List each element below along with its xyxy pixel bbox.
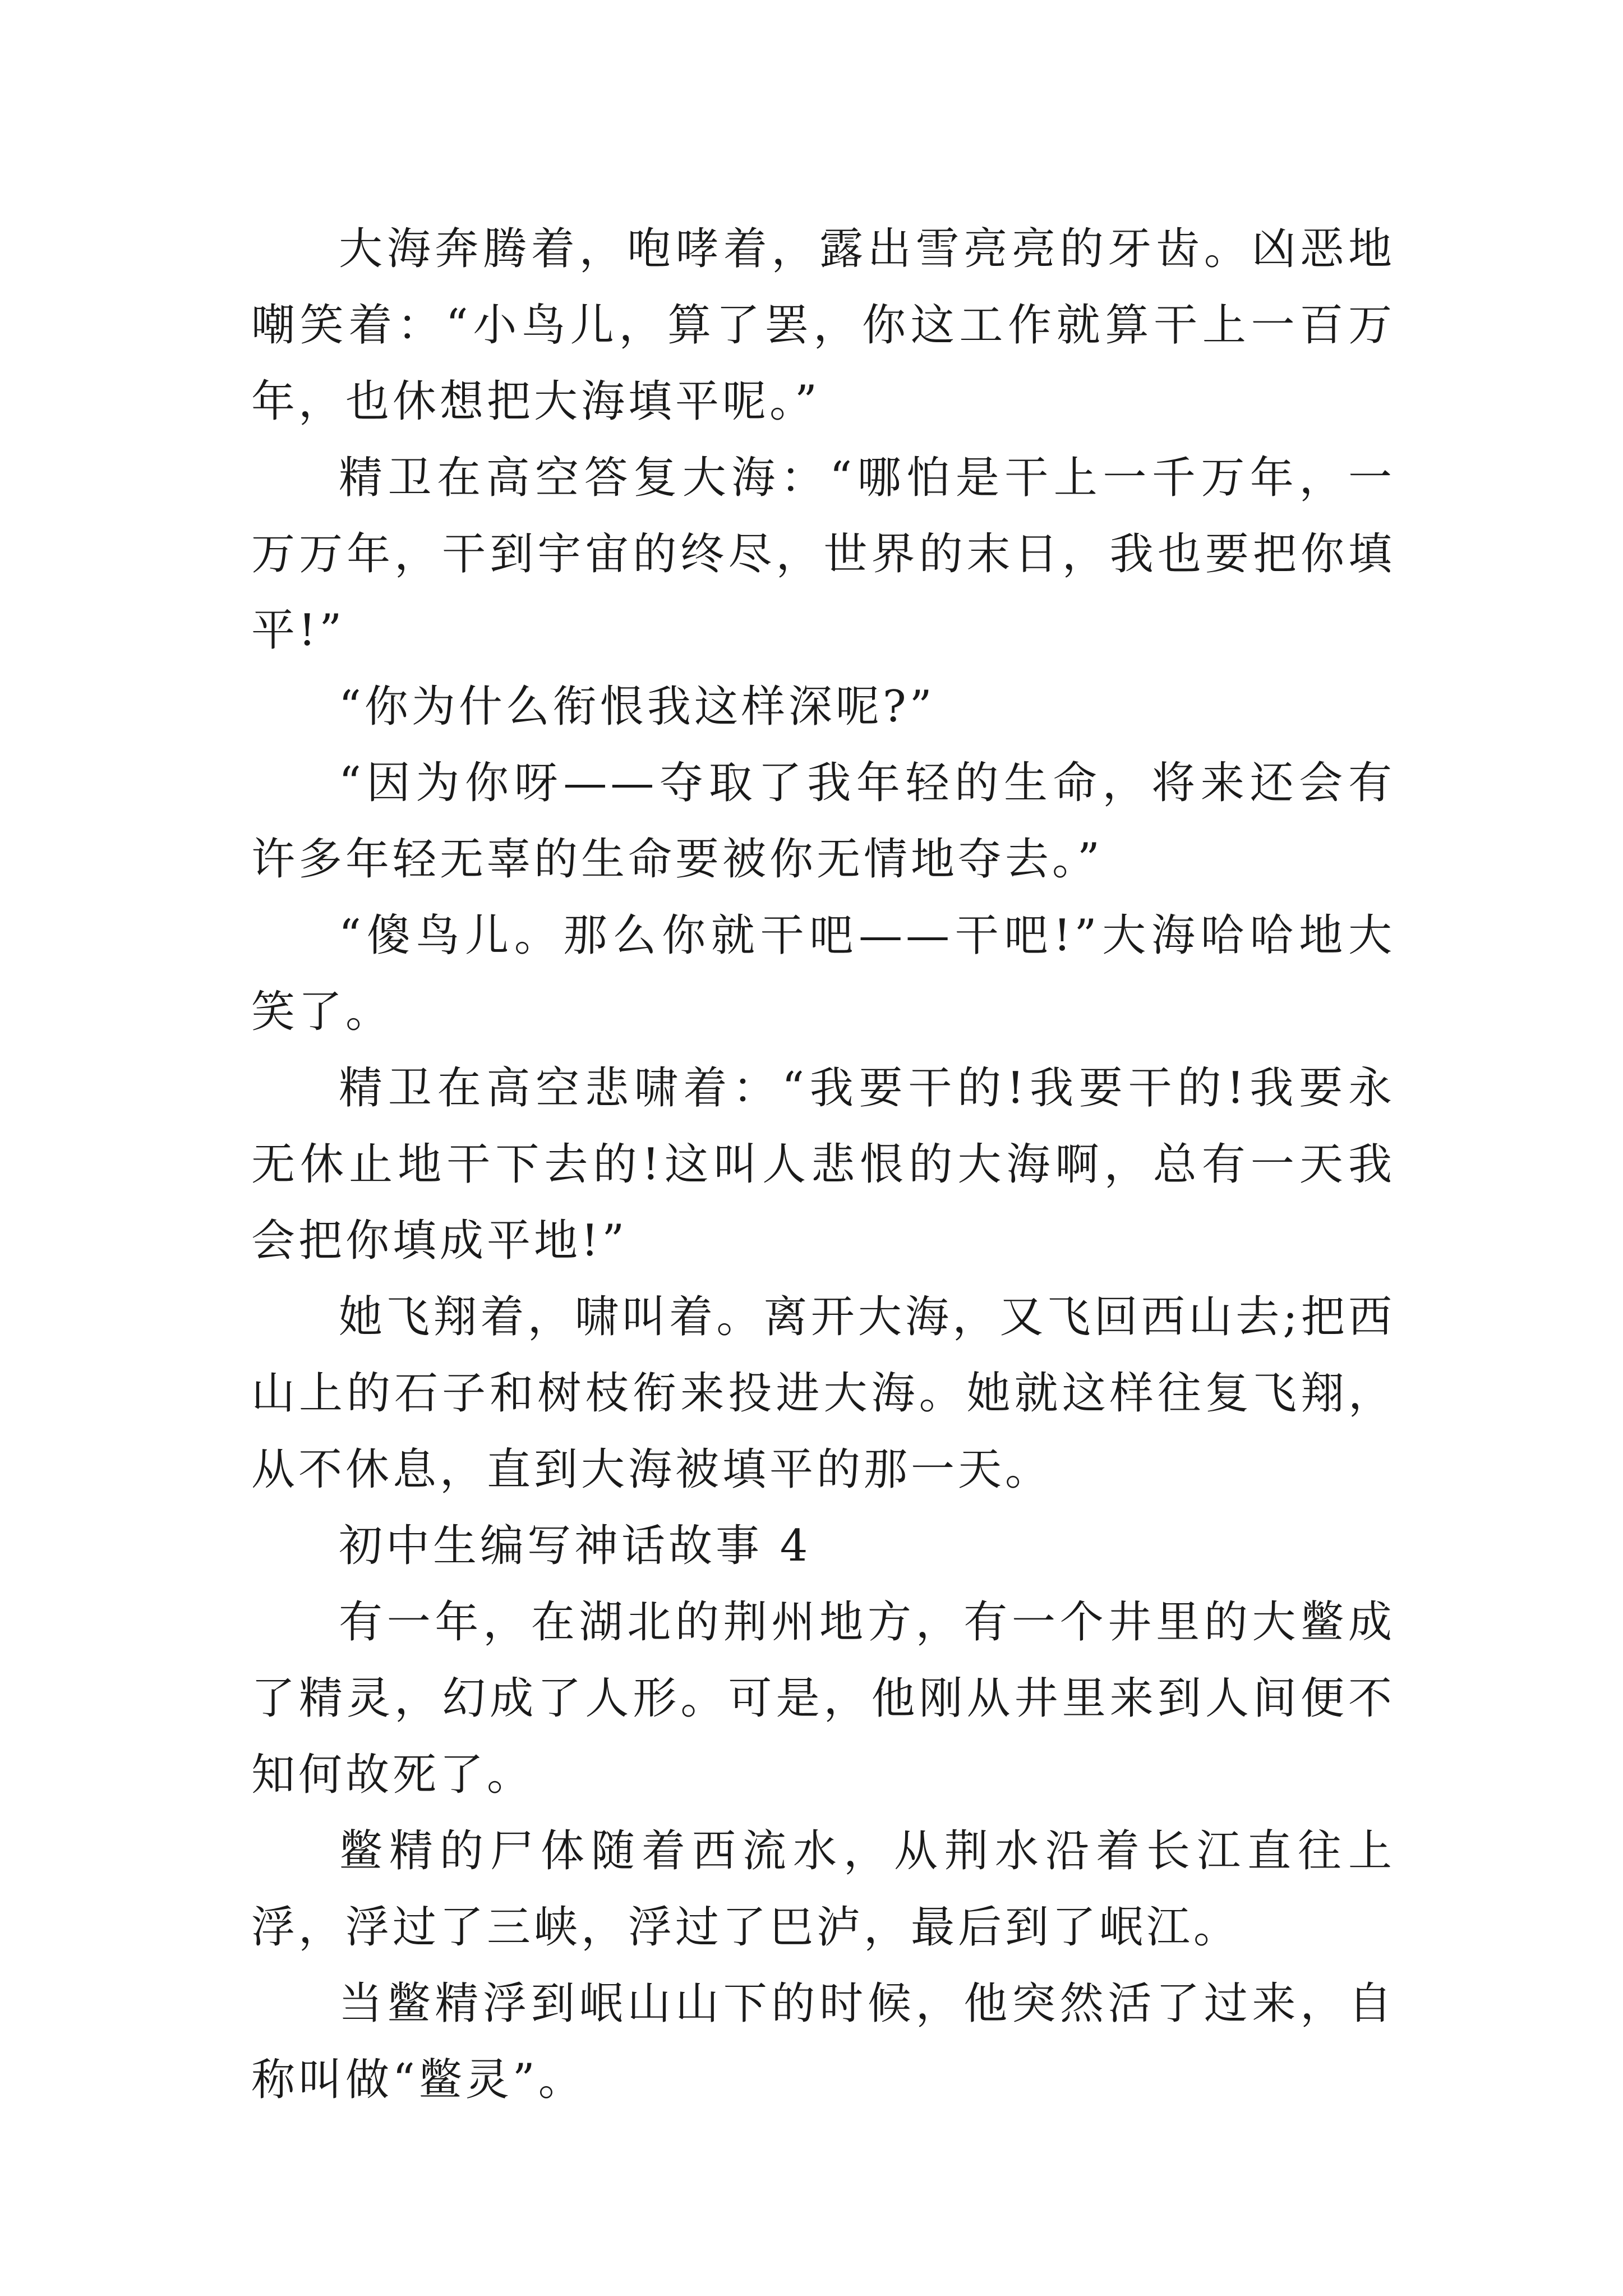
paragraph: 有一年，在湖北的荆州地方，有一个井里的大鳖成了精灵，幻成了人形。可是，他刚从井里来到人间便不知何故死了。 — [251, 1597, 1395, 1800]
section-heading: 初中生编写神话故事 4 — [339, 1521, 811, 1571]
paragraph: 她飞翔着，啸叫着。离开大海，又飞回西山去;把西山上的石子和树枝衔来投进大海。她就这样往复飞翔，从不休息，直到大海被填平的那一天。 — [251, 1292, 1395, 1495]
paragraph: “傻鸟儿。那么你就干吧——干吧!”大海哈哈地大笑了。 — [251, 910, 1395, 1037]
paragraph: “因为你呀——夺取了我年轻的生命，将来还会有许多年轻无辜的生命要被你无情地夺去。” — [251, 758, 1395, 885]
paragraph: 精卫在高空答复大海：“哪怕是干上一千万年，一万万年，干到宇宙的终尽，世界的末日，我也要把你填平!” — [251, 453, 1395, 656]
paragraph: 当鳖精浮到岷山山下的时候，他突然活了过来，自称叫做“鳖灵”。 — [251, 1978, 1395, 2105]
paragraph: 鳖精的尸体随着西流水，从荆水沿着长江直往上浮，浮过了三峡，浮过了巴泸，最后到了岷江。 — [251, 1826, 1395, 1953]
document-body — [251, 211, 1395, 2118]
paragraph: 精卫在高空悲啸着：“我要干的!我要干的!我要永无休止地干下去的!这叫人悲恨的大海啊，总有一天我会把你填成平地!” — [251, 1063, 1395, 1266]
paragraph: “你为什么衔恨我这样深呢?” — [339, 682, 935, 732]
paragraph: 大海奔腾着，咆哮着，露出雪亮亮的牙齿。凶恶地嘲笑着：“小鸟儿，算了罢，你这工作就算干上一百万年，也休想把大海填平呢。” — [251, 224, 1395, 427]
